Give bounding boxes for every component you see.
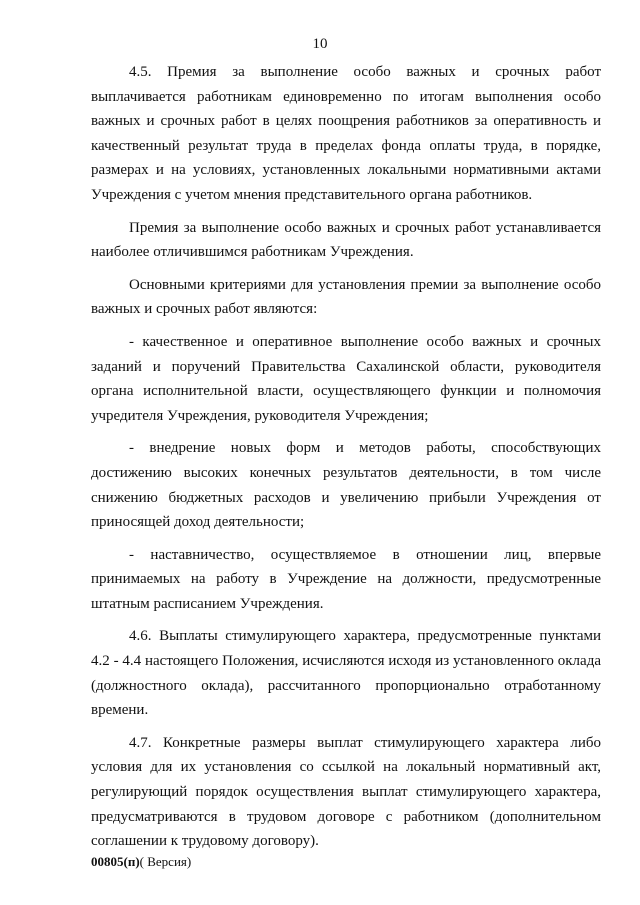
paragraph-4-6: 4.6. Выплаты стимулирующего характера, предусмотренные пунктами 4.2 - 4.4 настоящего Положения, исчисляются исходя из установленного оклада (должностного оклада), рассчитанного пропорционально отработанному времени. [91, 628, 601, 719]
paragraph-4-7: 4.7. Конкретные размеры выплат стимулирующего характера либо условия для их установления со ссылкой на локальный нормативный акт, регулирующий порядок осуществления выплат стимулирующего характера, предусматриваются в трудовом договоре с работником (дополнительном соглашении к трудовому договору). [91, 734, 601, 850]
list-item-criterion-3: - наставничество, осуществляемое в отношении лиц, впервые принимаемых на работу в Учреждение на должности, предусмотренные штатным расписанием Учреждения. [91, 546, 601, 612]
paragraph-4-5: 4.5. Премия за выполнение особо важных и срочных работ выплачивается работникам единовременно по итогам выполнения особо важных и срочных работ в целях поощрения работников за оперативность и качественный результат труда в пределах фонда оплаты труда, в порядке, размерах и на условиях, установленных локальными нормативными актами Учреждения с учетом мнения представительного органа работников. [91, 64, 601, 203]
page-number: 10 [312, 36, 328, 52]
list-item-criterion-2: - внедрение новых форм и методов работы, способствующих достижению высоких конечных результатов деятельности, в том числе снижению бюджетных расходов и увеличению прибыли Учреждения от приносящей доход деятельности; [91, 440, 601, 531]
document-version: ( Версия) [139, 854, 192, 869]
paragraph-premium-eligibility: Премия за выполнение особо важных и срочных работ устанавливается наиболее отличившимся работникам Учреждения. [91, 219, 601, 261]
document-code: 00805(п) [91, 854, 140, 869]
list-item-criterion-1: - качественное и оперативное выполнение особо важных и срочных заданий и поручений Правительства Сахалинской области, руководителя органа исполнительной власти, осуществляющего функции и полномочия учредителя Учреждения, руководителя Учреждения; [91, 333, 601, 424]
document-body [91, 60, 601, 862]
document-footer [91, 854, 191, 870]
paragraph-criteria-intro: Основными критериями для установления премии за выполнение особо важных и срочных работ являются: [91, 276, 601, 318]
